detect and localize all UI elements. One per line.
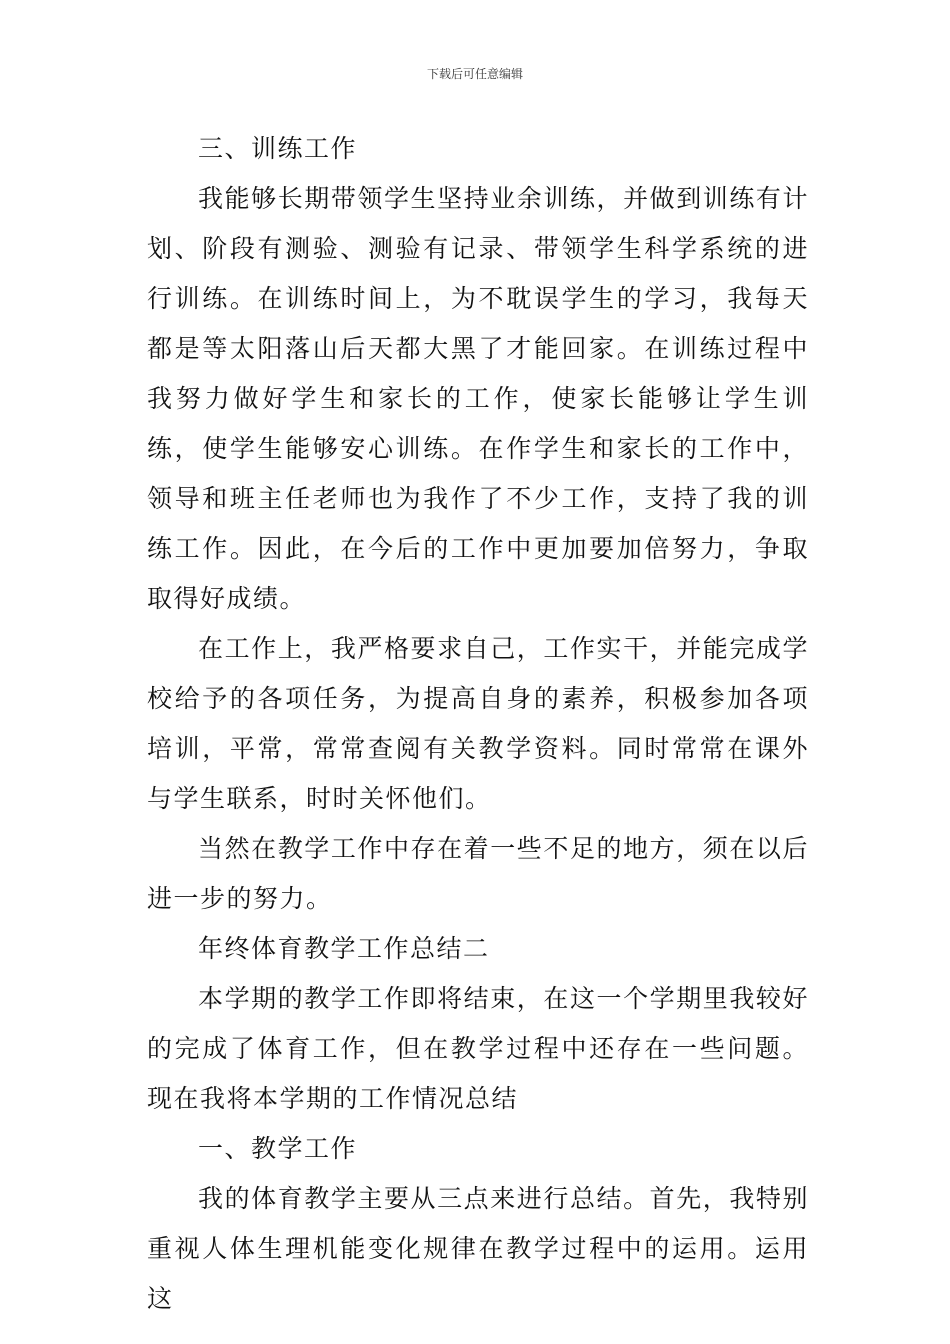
- paragraph-work-attitude: 在工作上，我严格要求自己，工作实干，并能完成学校给予的各项任务，为提高自身的素养，积极参加各项培训，平常，常常查阅有关教学资料。同时常常在课外与学生联系，时时关怀他们。: [147, 634, 809, 813]
- paragraph-teaching-points: 我的体育教学主要从三点来进行总结。首先，我特别重视人体生理机能变化规律在教学过程中的运用。运用这: [147, 1184, 809, 1313]
- section-heading-training: 三、训练工作: [198, 134, 358, 163]
- document-body: [147, 124, 809, 1324]
- page-header-note: 下载后可任意编辑: [426, 67, 523, 81]
- paragraph-shortcomings: 当然在教学工作中存在着一些不足的地方，须在以后进一步的努力。: [147, 834, 809, 913]
- summary-title-two: 年终体育教学工作总结二: [198, 934, 490, 963]
- paragraph-training-details: 我能够长期带领学生坚持业余训练，并做到训练有计划、阶段有测验、测验有记录、带领学生科学系统的进行训练。在训练时间上，为不耽误学生的学习，我每天都是等太阳落山后天都大黑了才能回家。在训练过程中我努力做好学生和家长的工作，使家长能够让学生训练，使学生能够安心训练。在作学生和家长的工作中，领导和班主任老师也为我作了不少工作，支持了我的训练工作。因此，在今后的工作中更加要加倍努力，争取取得好成绩。: [147, 184, 809, 613]
- paragraph-semester-intro: 本学期的教学工作即将结束，在这一个学期里我较好的完成了体育工作，但在教学过程中还存在一些问题。现在我将本学期的工作情况总结: [147, 984, 809, 1113]
- section-heading-teaching: 一、教学工作: [198, 1134, 358, 1163]
